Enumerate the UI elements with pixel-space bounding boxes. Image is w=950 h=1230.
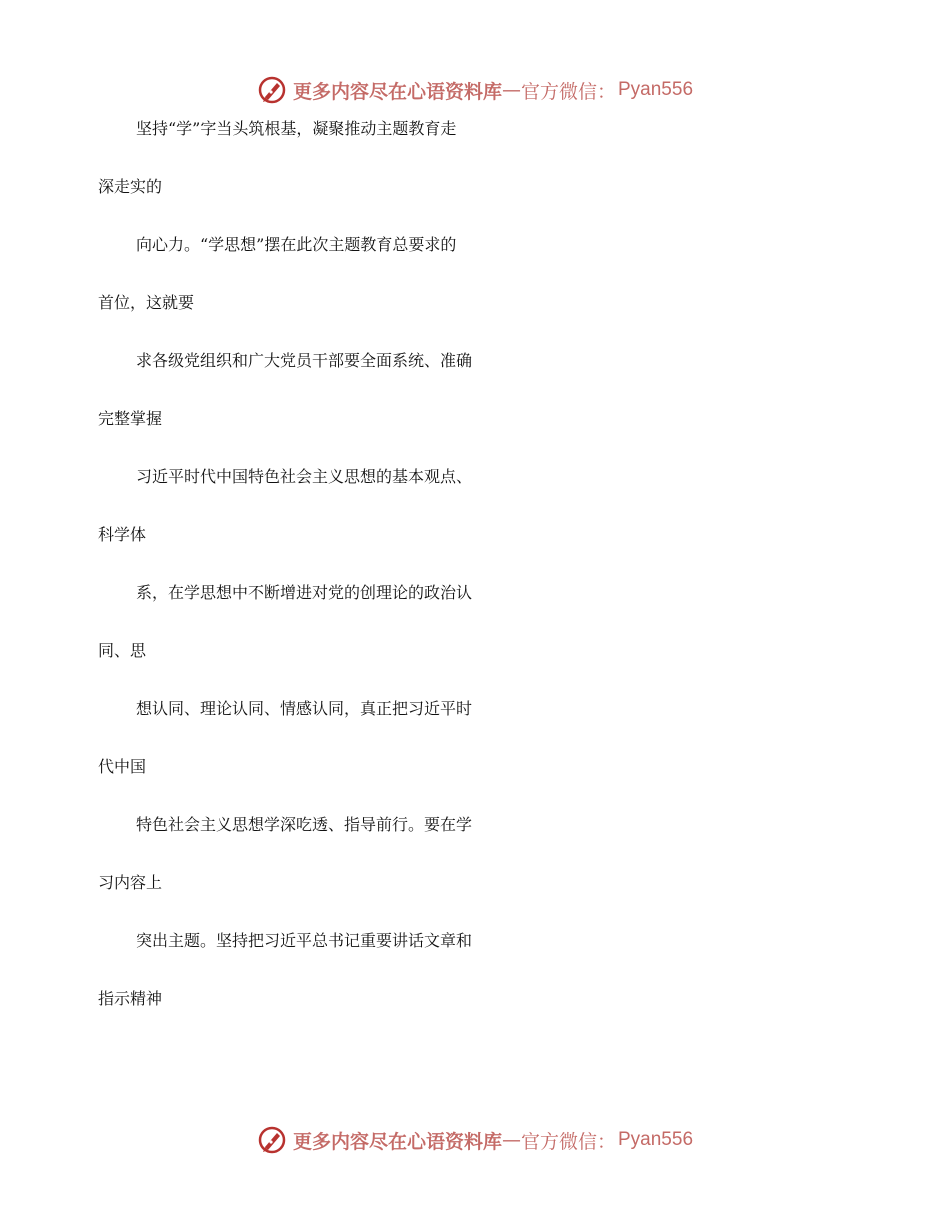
line-text: 习近平时代中国特色社会主义思想的基本观点、 — [136, 467, 473, 486]
line-text: 首位，这就要 — [98, 293, 195, 312]
banner-separator: — — [501, 79, 521, 101]
header-banner — [0, 70, 950, 110]
banner-wechat-label: 官方微信： — [520, 80, 616, 103]
line-text: 指示精神 — [98, 989, 163, 1008]
document-body — [98, 116, 858, 1044]
line-text: 向心力。“学思想”摆在此次主题教育总要求的 — [136, 235, 457, 254]
paragraph-line-6 — [98, 696, 858, 812]
pen-logo-icon — [257, 75, 287, 105]
line-text: 深走实的 — [98, 177, 163, 196]
banner-account: Pyan556 — [618, 79, 694, 100]
footer-banner — [0, 1120, 950, 1160]
paragraph-line-3 — [98, 348, 858, 464]
paragraph-line-5 — [98, 580, 858, 696]
line-text: 系，在学思想中不断增进对党的创理论的政治认 — [136, 583, 473, 602]
paragraph-line-4 — [98, 464, 858, 580]
paragraph-line-7 — [98, 812, 858, 928]
banner-account: Pyan556 — [618, 1129, 694, 1150]
line-text: 习内容上 — [98, 873, 163, 892]
line-text: 特色社会主义思想学深吃透、指导前行。要在学 — [136, 815, 473, 834]
line-text: 突出主题。坚持把习近平总书记重要讲话文章和 — [136, 931, 473, 950]
line-text: 求各级党组织和广大党员干部要全面系统、准确 — [136, 351, 473, 370]
line-text: 想认同、理论认同、情感认同，真正把习近平时 — [136, 699, 473, 718]
line-text: 完整掌握 — [98, 409, 163, 428]
banner-brand: 更多内容尽在心语资料库 — [292, 80, 502, 103]
line-text: 坚持“学”字当头筑根基，凝聚推动主题教育走 — [136, 119, 457, 138]
line-text: 科学体 — [98, 525, 147, 544]
banner-brand: 更多内容尽在心语资料库 — [292, 1130, 502, 1153]
paragraph-line-1 — [98, 116, 858, 232]
paragraph-line-2 — [98, 232, 858, 348]
banner-separator: — — [501, 1129, 521, 1151]
line-text: 同、思 — [98, 641, 147, 660]
paragraph-line-8 — [98, 928, 858, 1044]
banner-wechat-label: 官方微信： — [520, 1130, 616, 1153]
pen-logo-icon — [257, 1125, 287, 1155]
line-text: 代中国 — [98, 757, 147, 776]
